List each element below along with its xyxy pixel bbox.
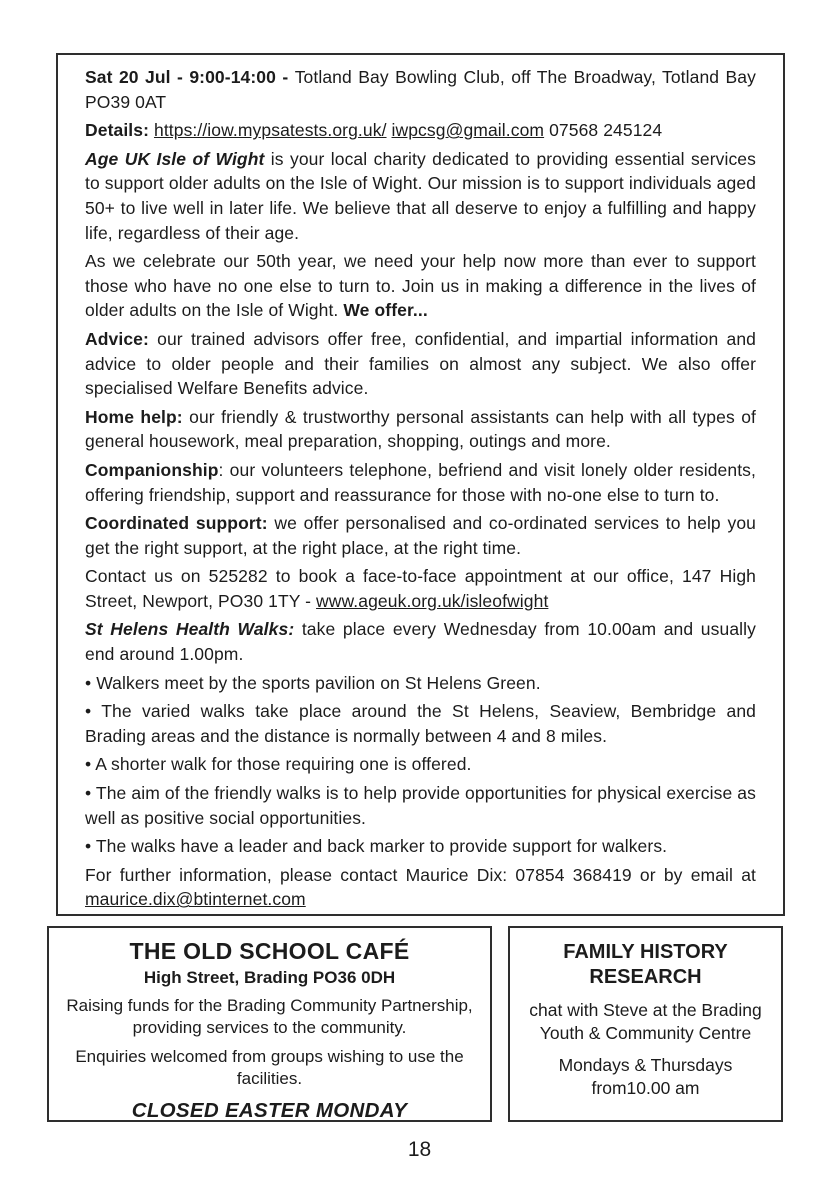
anniversary-paragraph [85,249,756,323]
contact-paragraph [85,564,756,613]
coordinated-support-paragraph [85,511,756,560]
coordinated-support-label: Coordinated support: [85,513,268,534]
cafe-fundraising-text: Raising funds for the Brading Community Partnership, providing services to the community. [66,996,473,1037]
details-line [85,118,756,143]
cafe-address: High Street, Brading PO36 0DH [143,968,396,987]
details-label: Details: [85,120,154,141]
advice-text: our trained advisors offer free, confidential, and impartial information and advice to older people and their families on almost any subject. We also offer specialised Welfare Benefits advice. [85,328,756,399]
companionship-text: : our volunteers telephone, befriend and visit lonely older residents, offering friendship, support and reassurance for those with no-one else to turn to. [85,459,756,505]
we-offer-label: We offer... [343,300,428,321]
health-walks-label: St Helens Health Walks: [85,619,295,640]
age-uk-name: Age UK Isle of Wight [85,148,265,169]
anniversary-text: As we celebrate our 50th year, we need your help now more than ever to support those who have no one else to turn to. Join us in making a difference in the lives of older adults on the Isle of Wight. [85,251,756,321]
family-history-location: chat with Steve at the Brading Youth & Community Centre [529,1000,762,1043]
contact-text: Contact us on 525282 to book a face-to-face appointment at our office, 147 High Street, Newport, PO30 1TY - [85,566,756,611]
event-date-time: Sat 20 Jul - 9:00-14:00 - [85,67,295,87]
family-history-schedule: Mondays & Thursdays from10.00 am [558,1055,733,1098]
event-heading [85,65,756,114]
home-help-label: Home help: [85,406,183,427]
details-phone: 07568 245124 [544,120,663,141]
events-info-panel [56,53,785,916]
further-info-text: For further information, please contact Maurice Dix: 07854 368419 or by email at [85,864,756,885]
companionship-label: Companionship [85,459,219,480]
age-uk-intro [85,147,756,245]
walks-bullet-meeting-point: • Walkers meet by the sports pavilion on St Helens Green. [85,672,541,693]
advice-label: Advice: [85,328,149,349]
home-help-text: our friendly & trustworthy personal assistants can help with all types of general housework, meal preparation, shopping, outings and more. [85,406,756,452]
event-location: Totland Bay Bowling Club, off The Broadway, Totland Bay PO39 0AT [85,67,756,112]
health-walks-paragraph [85,617,756,666]
iwpcsg-email-link[interactable]: iwpcsg@gmail.com [391,120,545,141]
age-uk-text: is your local charity dedicated to providing essential services to support older adults on the Isle of Wight. Our mission is to support individuals aged 50+ to live well in later life. We believe that all deserve to enjoy a fulfilling and happy life, regardless of their age. [85,148,756,243]
ageuk-website-link[interactable]: www.ageuk.org.uk/isleofwight [316,590,549,611]
cafe-enquiries-text: Enquiries welcomed from groups wishing to use the facilities. [75,1047,464,1088]
advice-paragraph [85,327,756,401]
walks-bullet-areas: • The varied walks take place around the St Helens, Seaview, Bembridge and Brading areas and the distance is normally between 4 and 8 miles. [85,701,756,746]
psa-tests-link[interactable]: https://iow.mypsatests.org.uk/ [153,120,387,141]
family-history-research-ad [508,926,783,1122]
home-help-paragraph [85,405,756,454]
coordinated-support-text: we offer personalised and co-ordinated services to help you get the right support, at the right place, at the right time. [85,513,756,558]
companionship-paragraph [85,458,756,507]
walks-bullet-aim: • The aim of the friendly walks is to help provide opportunities for physical exercise as well as positive social opportunities. [85,783,756,828]
page-number: 18 [407,1138,432,1161]
further-info-paragraph [85,863,756,912]
cafe-closed-notice: CLOSED EASTER MONDAY [131,1099,408,1122]
walks-bullet-shorter-walk: • A shorter walk for those requiring one is offered. [85,754,472,775]
family-history-title: FAMILY HISTORY RESEARCH [563,941,728,988]
health-walks-text: take place every Wednesday from 10.00am and usually end around 1.00pm. [85,619,756,665]
walks-bullet-leader: • The walks have a leader and back marker to provide support for walkers. [85,836,668,857]
cafe-title: THE OLD SCHOOL CAFÉ [129,938,410,964]
maurice-email-link[interactable]: maurice.dix@btinternet.com [85,889,306,910]
old-school-cafe-ad [47,926,492,1122]
